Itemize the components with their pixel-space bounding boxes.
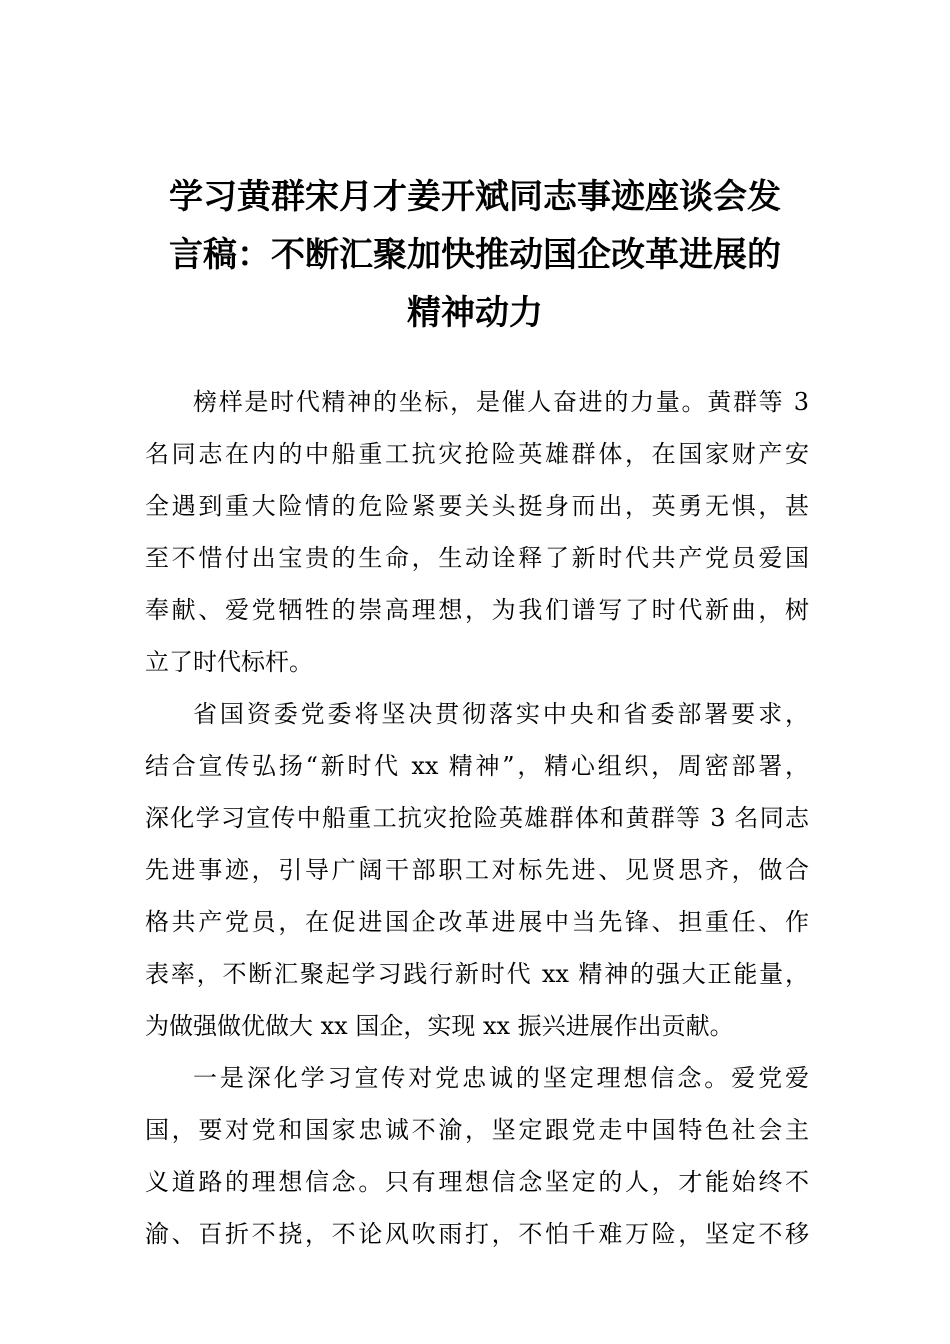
title-line: 言稿：不断汇聚加快推动国企改革进展的 bbox=[169, 235, 781, 275]
paragraph-3 bbox=[145, 1052, 809, 1260]
text-line: 先进事迹，引导广阔干部职工对标先进、见贤思齐，做合 bbox=[145, 856, 809, 884]
text-line: 奉献、爱党牺牲的崇高理想，为我们谱写了时代新曲，树 bbox=[145, 596, 809, 624]
text-line: 格共产党员，在促进国企改革进展中当先锋、担重任、作 bbox=[145, 908, 809, 936]
text-line: 国，要对党和国家忠诚不渝，坚定跟党走中国特色社会主 bbox=[145, 1116, 809, 1144]
text-line: 一是深化学习宣传对党忠诚的坚定理想信念。爱党爱 bbox=[193, 1064, 809, 1092]
text-line: 名同志在内的中船重工抗灾抢险英雄群体，在国家财产安 bbox=[145, 440, 809, 468]
text-line: 省国资委党委将坚决贯彻落实中央和省委部署要求， bbox=[193, 700, 809, 728]
paragraph-2 bbox=[145, 688, 809, 1052]
text-line: 渝、百折不挠，不论风吹雨打，不怕千难万险，坚定不移 bbox=[145, 1220, 809, 1248]
title-line: 学习黄群宋月才姜开斌同志事迹座谈会发 bbox=[169, 177, 781, 217]
text-line: 深化学习宣传中船重工抗灾抢险英雄群体和黄群等 3 名同志 bbox=[145, 804, 809, 832]
title-line: 精神动力 bbox=[407, 293, 543, 333]
text-line: 全遇到重大险情的危险紧要关头挺身而出，英勇无惧，甚 bbox=[145, 492, 809, 520]
document-body bbox=[145, 376, 809, 1260]
text-line: 义道路的理想信念。只有理想信念坚定的人，才能始终不 bbox=[145, 1168, 809, 1196]
text-line: 为做强做优做大 xx 国企，实现 xx 振兴进展作出贡献。 bbox=[145, 1012, 734, 1040]
text-line: 结合宣传弘扬“新时代 xx 精神”，精心组织，周密部署， bbox=[145, 752, 809, 780]
text-line: 榜样是时代精神的坐标，是催人奋进的力量。黄群等 3 bbox=[193, 388, 809, 416]
text-line: 至不惜付出宝贵的生命，生动诠释了新时代共产党员爱国 bbox=[145, 544, 809, 572]
text-line: 表率，不断汇聚起学习践行新时代 xx 精神的强大正能量， bbox=[145, 960, 809, 988]
paragraph-1 bbox=[145, 376, 809, 688]
document-title bbox=[140, 168, 810, 342]
text-line: 立了时代标杆。 bbox=[145, 648, 313, 676]
